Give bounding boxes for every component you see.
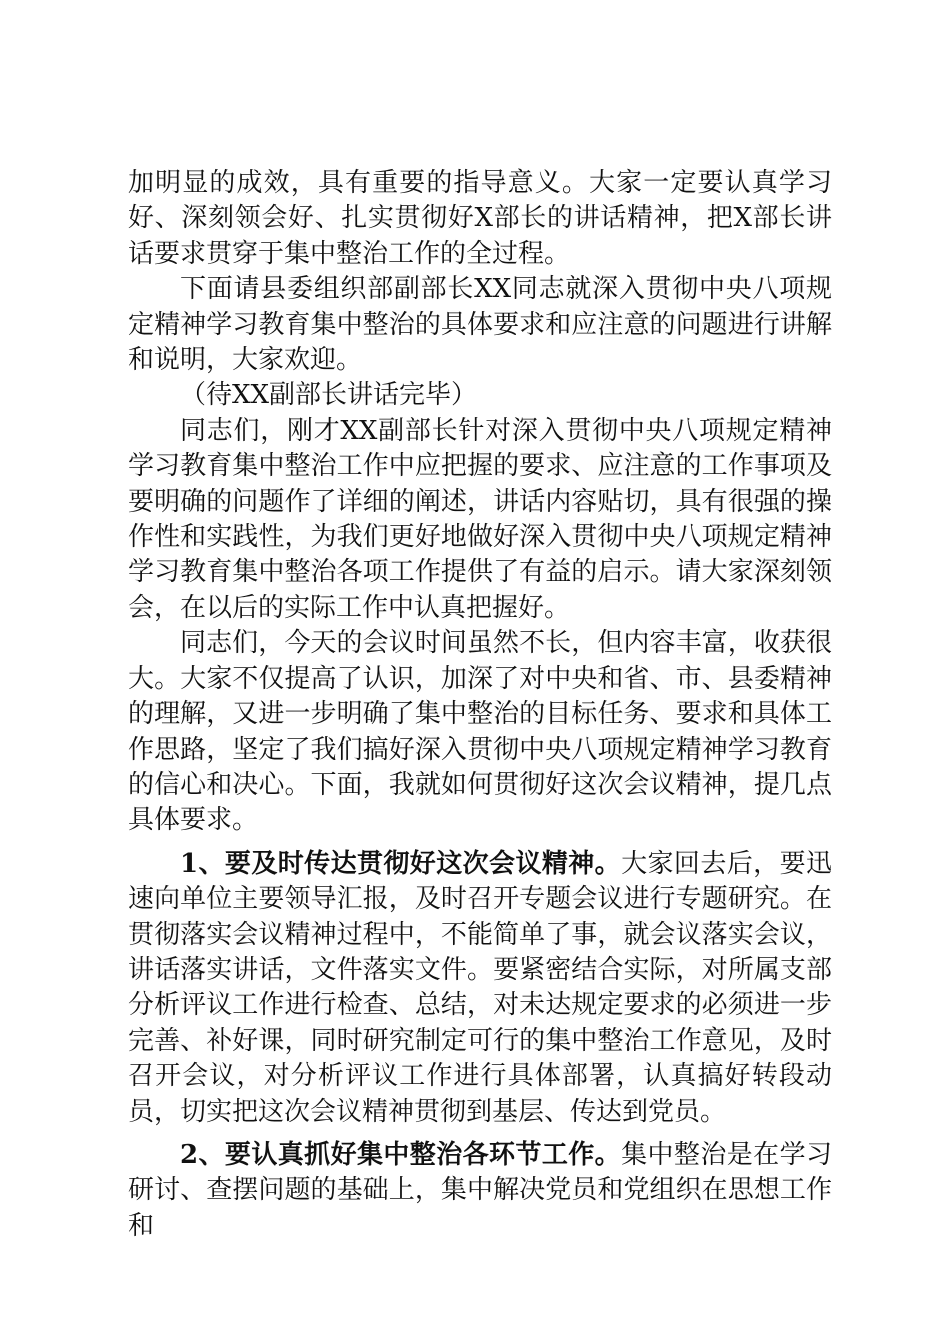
paragraph-requirement-2: [128, 1138, 832, 1244]
requirement-2-heading: 2、要认真抓好集中整治各环节工作。: [180, 1139, 622, 1170]
requirement-2-body: 集中整治是在学习研讨、查摆问题的基础上，集中解决党员和党组织在思想工作和: [128, 1139, 832, 1241]
paragraph-summary: 同志们，刚才XX副部长针对深入贯彻中央八项规定精神学习教育集中整治工作中应把握的要求、应注意的工作事项及要明确的问题作了详细的阐述，讲话内容贴切，具有很强的操作性和实践性，为我们更好地做好深入贯彻中央八项规定精神学习教育集中整治各项工作提供了有益的启示。请大家深刻领会，在以后的实际工作中认真把握好。: [128, 415, 832, 623]
paragraph-requirement-1: [128, 847, 832, 1130]
paragraph-invitation: 下面请县委组织部副部长XX同志就深入贯彻中央八项规定精神学习教育集中整治的具体要求和应注意的问题进行讲解和说明，大家欢迎。: [128, 274, 832, 376]
document-body: [128, 166, 832, 1244]
paragraph-stage-note: （待XX副部长讲话完毕）: [180, 380, 478, 411]
paragraph-continuation: 加明显的成效，具有重要的指导意义。大家一定要认真学习好、深刻领会好、扎实贯彻好X部长的讲话精神，把X部长讲话要求贯穿于集中整治工作的全过程。: [128, 168, 832, 269]
requirement-1-body: 大家回去后，要迅速向单位主要领导汇报，及时召开专题会议进行专题研究。在贯彻落实会议精神过程中，不能简单了事，就会议落实会议，讲话落实讲话，文件落实文件。要紧密结合实际，对所属支部分析评议工作进行检查、总结，对未达规定要求的必须进一步完善、补好课，同时研究制定可行的集中整治工作意见，及时召开会议，对分析评议工作进行具体部署，认真搞好转段动员，切实把这次会议精神贯彻到基层、传达到党员。: [128, 848, 832, 1127]
paragraph-conclusion: 同志们，今天的会议时间虽然不长，但内容丰富，收获很大。大家不仅提高了认识，加深了对中央和省、市、县委精神的理解，又进一步明确了集中整治的目标任务、要求和具体工作思路，坚定了我们搞好深入贯彻中央八项规定精神学习教育的信心和决心。下面，我就如何贯彻好这次会议精神，提几点具体要求。: [128, 628, 832, 836]
requirement-1-heading: 1、要及时传达贯彻好这次会议精神。: [180, 848, 622, 879]
